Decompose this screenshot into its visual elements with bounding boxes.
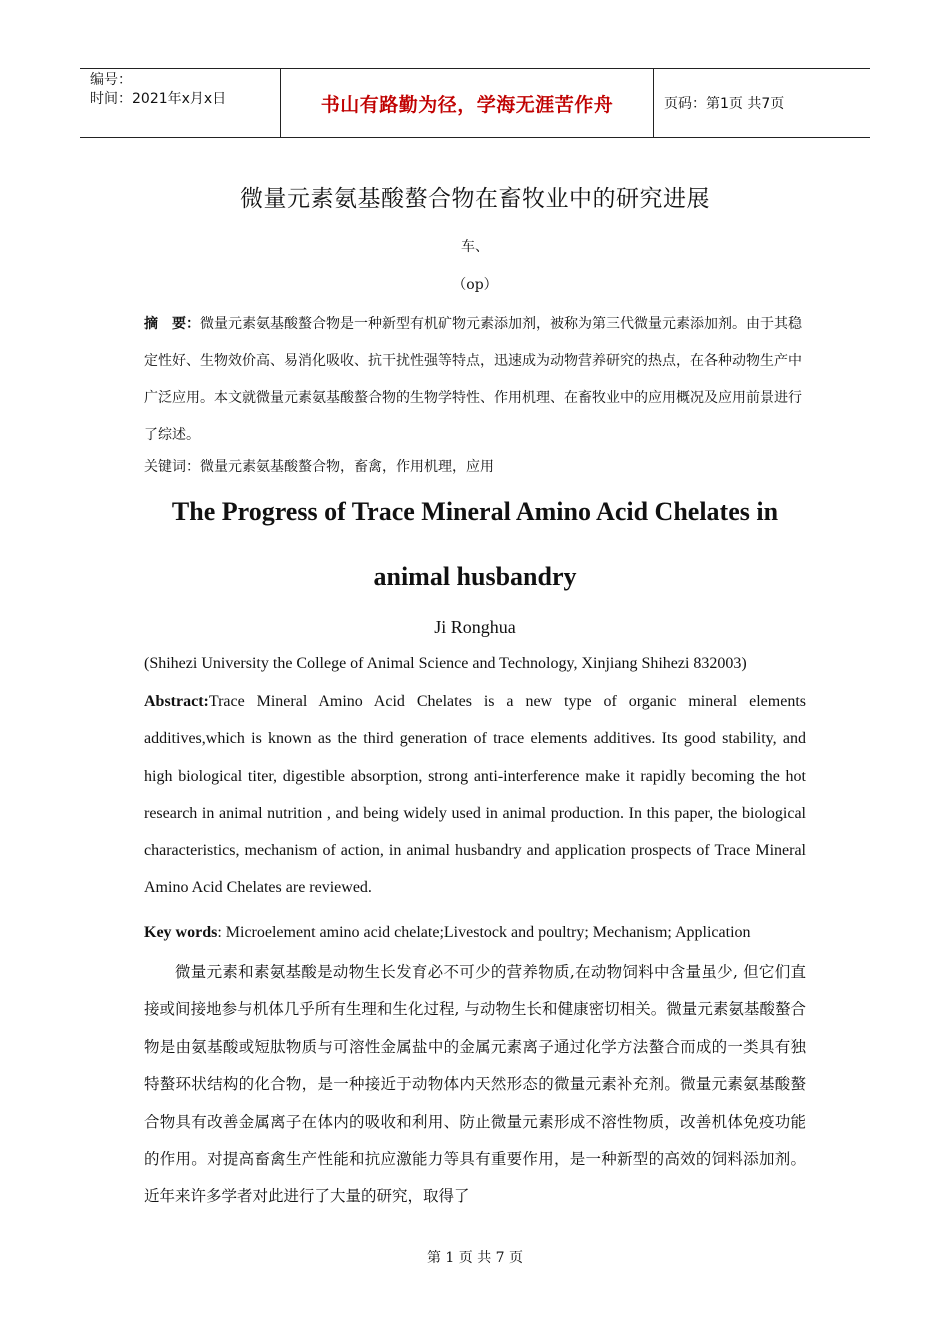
body-paragraph: 微量元素和素氨基酸是动物生长发育必不可少的营养物质,在动物饲料中含量虽少, 但它们直接或间接地参与机体几乎所有生理和生化过程, 与动物生长和健康密切相关。微量元素氨基酸螯合物是由氨基酸或短肽物质与可溶性金属盐中的金属元素离子通过化学方法螯合而成的一类具有独特螯环状结构的化合物，是一种接近于动物体内天然形态的微量元素补充剂。微量元素氨基酸螯合物具有改善金属离子在体内的吸收和利用、防止微量元素形成不溶性物质，改善机体免疫功能的作用。对提高畜禽生产性能和抗应激能力等具有重要作用，是一种新型的高效的饲料添加剂。近年来许多学者对此进行了大量的研究，取得了 <box>144 963 806 1206</box>
english-title-line2: animal husbandry <box>373 562 577 591</box>
page-footer: 第 1 页 共 7 页 <box>426 1250 524 1266</box>
chinese-abstract <box>144 306 806 454</box>
header-number: 编号： <box>90 72 132 88</box>
english-abstract <box>144 683 806 907</box>
chinese-abstract-text: 微量元素氨基酸螯合物是一种新型有机矿物元素添加剂，被称为第三代微量元素添加剂。由于其稳定性好、生物效价高、易消化吸收、抗干扰性强等特点，迅速成为动物营养研究的热点，在各种动物生产中广泛应用。本文就微量元素氨基酸螯合物的生物学特性、作用机理、在畜牧业中的应用概况及应用前景进行了综述。 <box>144 316 802 443</box>
page-header <box>80 68 870 138</box>
header-motto: 书山有路勤为径，学海无涯苦作舟 <box>281 69 654 137</box>
english-affiliation: (Shihezi University the College of Animal Science and Technology, Xinjiang Shihezi 832003) <box>144 655 747 672</box>
english-keywords <box>144 919 806 947</box>
english-title-line1: The Progress of Trace Mineral Amino Acid Chelates in <box>171 497 779 526</box>
chinese-author: 车、 <box>461 239 489 255</box>
chinese-keywords: 关键词：微量元素氨基酸螯合物，畜禽，作用机理，应用 <box>144 459 494 475</box>
english-abstract-text: Trace Mineral Amino Acid Chelates is a new type of organic mineral elements additives,which is known as the third generation of trace elements additives. Its good stability, and high biological titer, digestible absorption, strong anti-interference make it rapidly becoming the hot research in animal nutrition , and being widely used in animal production. In this paper, the biological characteristics, mechanism of action, in animal husbandry and application prospects of Trace Mineral Amino Acid Chelates are reviewed. <box>144 693 806 897</box>
english-abstract-label: Abstract: <box>144 693 209 710</box>
chinese-title: 微量元素氨基酸螯合物在畜牧业中的研究进展 <box>240 186 710 212</box>
chinese-affiliation: （op） <box>452 277 498 293</box>
english-keywords-label: Key words <box>144 924 218 941</box>
english-keywords-text: : Microelement amino acid chelate;Livestock and poultry; Mechanism; Application <box>217 924 751 941</box>
header-page-info: 页码：第1页 共7页 <box>664 96 785 112</box>
header-date: 时间：2021年x月x日 <box>90 91 227 107</box>
chinese-abstract-label: 摘 要： <box>144 316 200 332</box>
header-meta <box>80 69 281 137</box>
english-author: Ji Ronghua <box>434 617 516 637</box>
